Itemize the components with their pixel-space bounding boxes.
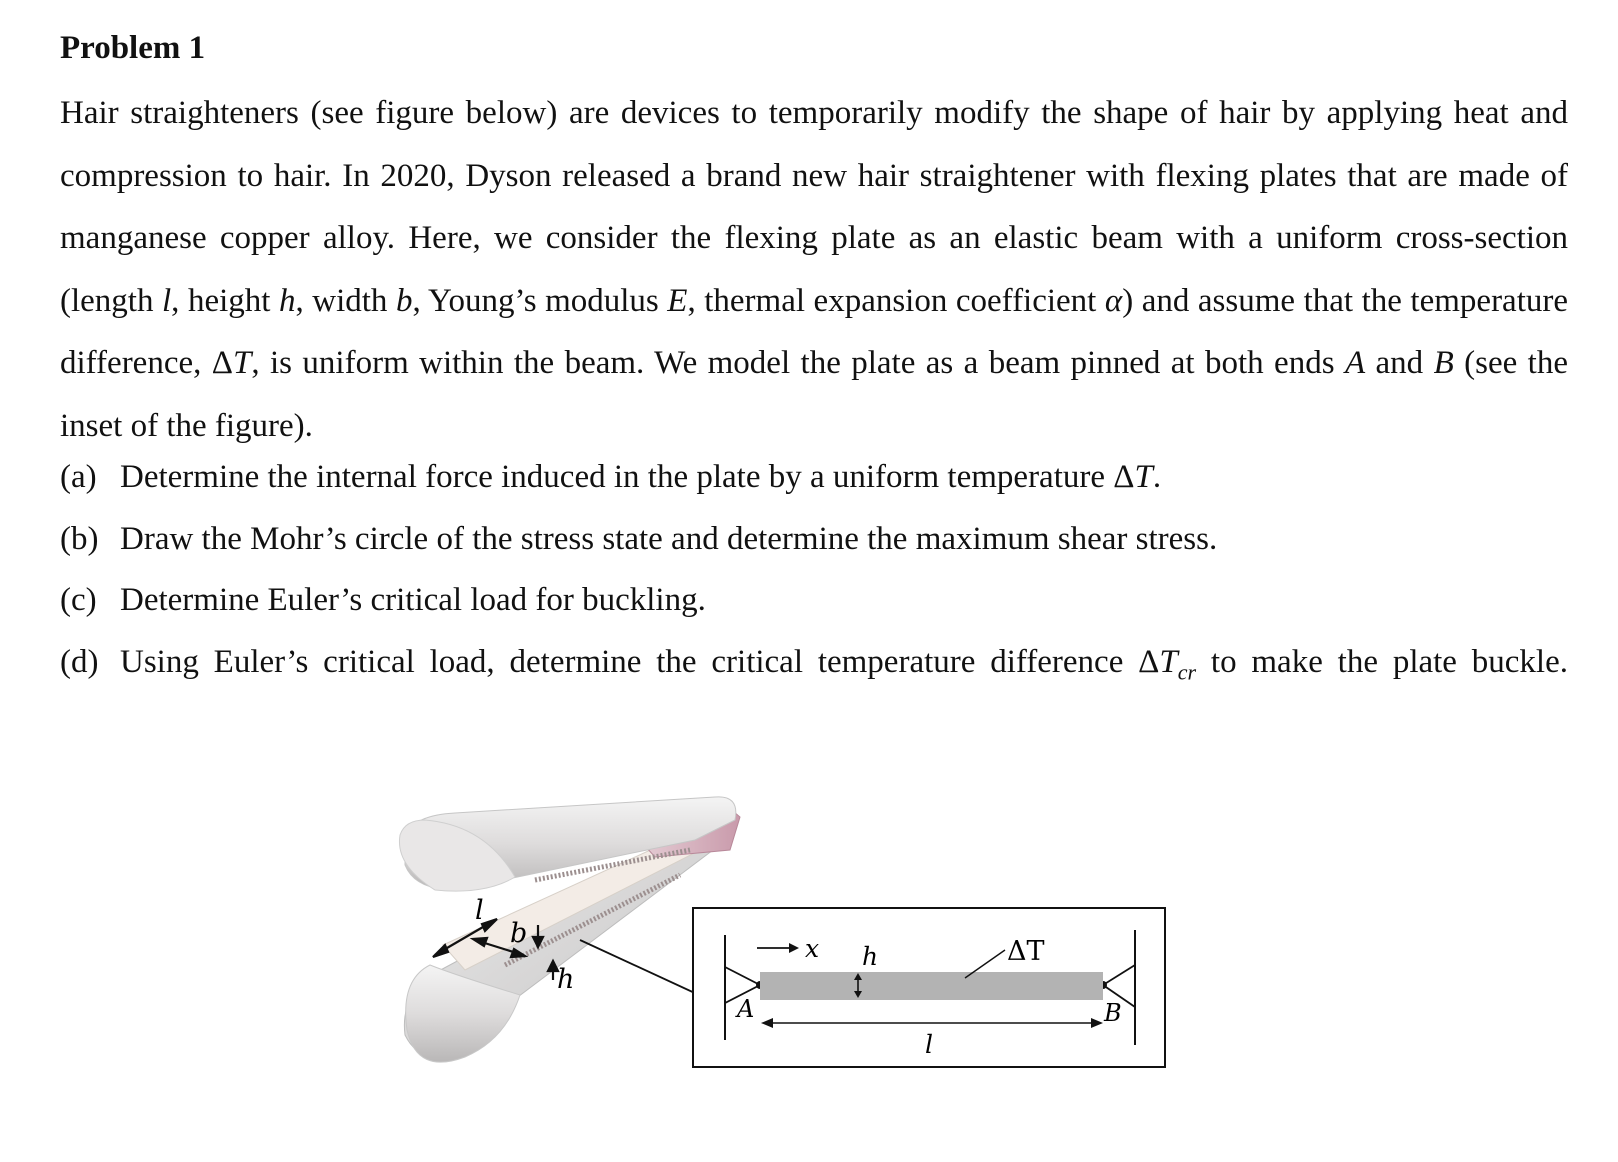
question-b: [60, 508, 1568, 570]
beam: [760, 972, 1103, 1000]
inset-label-l: l: [925, 1030, 933, 1059]
question-label: (a): [60, 459, 97, 495]
figure: [395, 795, 1175, 1080]
inset-label-x: x: [805, 934, 820, 963]
question-text: Draw the Mohr’s circle of the stress state and determine the maximum shear stress.: [120, 521, 1218, 557]
question-label: (d): [60, 644, 99, 680]
inset-label-A: A: [737, 995, 755, 1023]
question-text: Determine Euler’s critical load for buckling.: [120, 582, 706, 618]
inset-label-h: h: [862, 942, 879, 971]
beam-inset: [693, 908, 1165, 1067]
question-a: [60, 446, 1568, 508]
inset-label-dT: ΔT: [1007, 936, 1045, 967]
inset-label-B: B: [1104, 999, 1122, 1027]
question-d: [60, 631, 1568, 704]
problem-statement: Hair straighteners (see figure below) are devices to temporarily modify the shape of hair by applying heat and compression to hair. In 2020, Dyson released a brand new hair straightener with flexing plates that are made of manganese copper alloy. Here, we consider the flexing plate as an elastic beam with a uniform cross-section (length l, height h, width b, Young’s modulus E, thermal expansion coefficient α) and assume that the temperature difference, ΔT, is uniform within the beam. We model the plate as a beam pinned at both ends A and B (see the inset of the figure).: [60, 95, 1569, 444]
device-label-l: l: [475, 895, 484, 926]
question-text: Determine the internal force induced in the plate by a uniform temperature ΔT.: [120, 459, 1162, 495]
question-label: (b): [60, 521, 99, 557]
question-c: [60, 569, 1568, 631]
problem-title: Problem 1: [60, 30, 206, 66]
question-label: (c): [60, 582, 97, 618]
device-label-b: b: [510, 918, 528, 949]
hair-straightener-illustration: [399, 797, 740, 1062]
question-text: Using Euler’s critical load, determine the critical temperature difference $\Delta T_{cr}$ to make the plate buckle.: [120, 644, 1568, 685]
device-label-h: h: [557, 964, 575, 995]
